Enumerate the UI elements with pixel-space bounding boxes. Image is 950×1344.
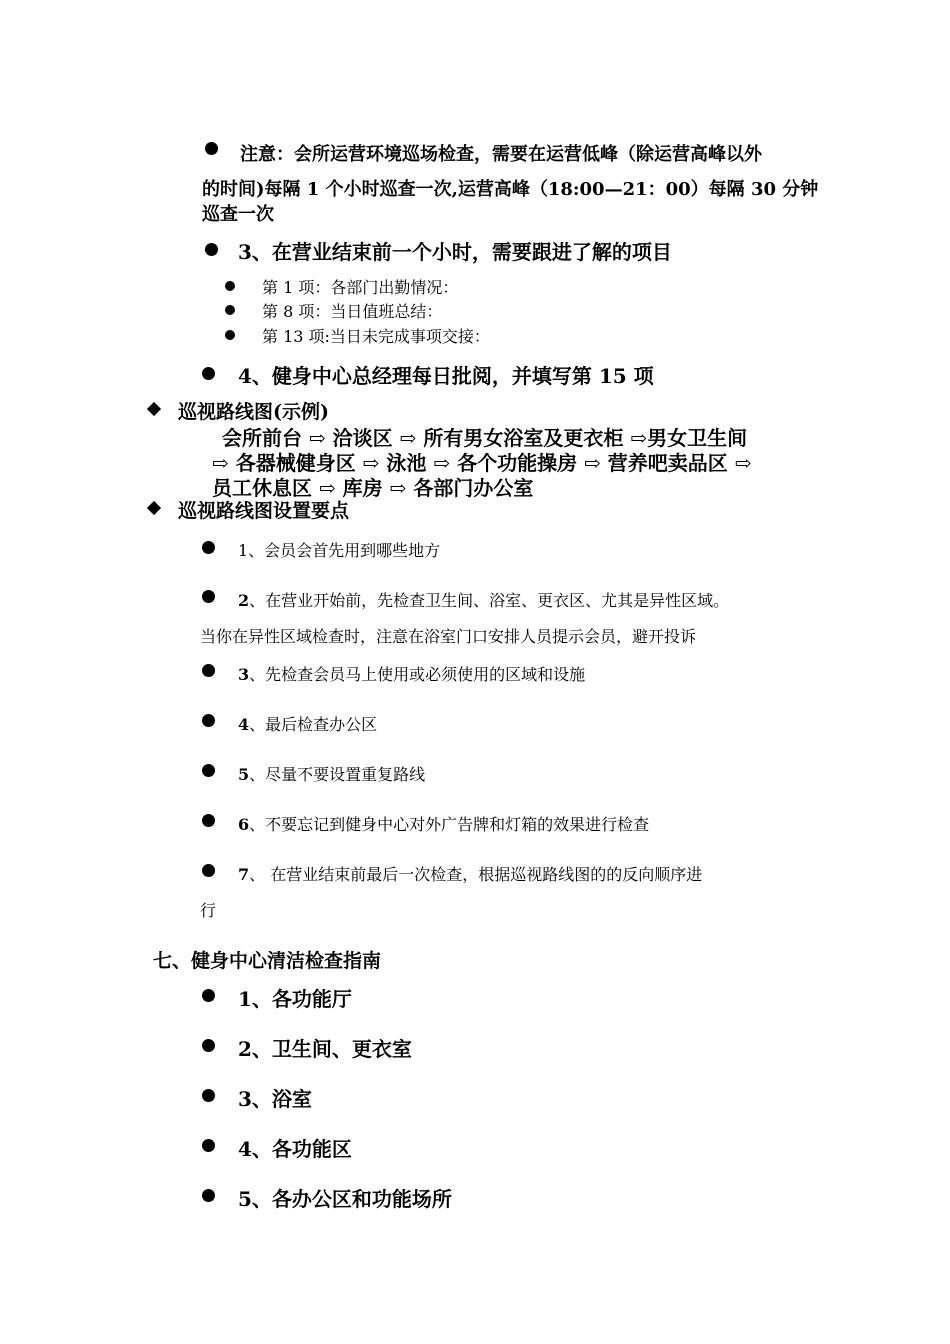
bullet-dot-icon — [202, 989, 215, 1002]
bullet-dot-icon — [202, 367, 215, 380]
route-line-3: 员工休息区 ⇨ 库房 ⇨ 各部门办公室 — [212, 476, 534, 500]
bullet-dot-icon — [202, 541, 215, 554]
point-num: 7 — [238, 865, 250, 884]
bullet-dot-icon — [202, 814, 215, 827]
note-line-3: 巡查一次 — [202, 204, 274, 225]
point-text: 、不要忘记到健身中心对外广告牌和灯箱的效果进行检查 — [249, 815, 650, 834]
bullet-dot-icon — [202, 1139, 215, 1152]
item3-subitem: 第 1 项：各部门出勤情况： — [262, 278, 459, 297]
points-title: 巡视路线图设置要点 — [178, 500, 350, 522]
point-num: 4 — [238, 715, 250, 734]
bullet-dot-icon — [202, 764, 215, 777]
point-item — [238, 662, 585, 685]
diamond-bullet-icon — [147, 501, 161, 515]
point-num: 3 — [238, 665, 250, 684]
item3-subitem: 第 13 项:当日未完成事项交接： — [262, 327, 490, 346]
sub-bullet-icon — [225, 305, 235, 315]
point-item — [238, 862, 702, 885]
route-line-2: ⇨ 各器械健身区 ⇨ 泳池 ⇨ 各个功能操房 ⇨ 营养吧卖品区 ⇨ — [212, 451, 752, 475]
point-text: 、先检查会员马上使用或必须使用的区域和设施 — [249, 665, 586, 684]
section7-item: 5、各办公区和功能场所 — [238, 1187, 452, 1211]
note-line-1: 注意：会所运营环境巡场检查，需要在运营低峰（除运营高峰以外 — [240, 144, 762, 165]
point-cont: 行 — [200, 901, 217, 920]
bullet-dot-icon — [202, 1189, 215, 1202]
sub-bullet-icon — [225, 281, 235, 291]
route-line-1: 会所前台 ⇨ 洽谈区 ⇨ 所有男女浴室及更衣柜 ⇨男女卫生间 — [222, 426, 748, 450]
bullet-dot-icon — [202, 714, 215, 727]
point-cont: 当你在异性区域检查时，注意在浴室门口安排人员提示会员，避开投诉 — [200, 627, 697, 646]
section7-item: 1、各功能厅 — [238, 987, 352, 1011]
note-line-2: 的时间)每隔 1 个小时巡查一次,运营高峰（18:00—21：00）每隔 30 分钟 — [202, 179, 819, 200]
section7-title: 七、健身中心清洁检查指南 — [153, 950, 382, 972]
diamond-bullet-icon — [147, 402, 161, 416]
section7-item: 2、卫生间、更衣室 — [238, 1037, 412, 1061]
bullet-dot-icon — [202, 864, 215, 877]
section7-item: 3、浴室 — [238, 1087, 312, 1111]
point-text: 、 在营业结束前最后一次检查，根据巡视路线图的的反向顺序进 — [249, 865, 703, 884]
point-text: 、最后检查办公区 — [249, 715, 378, 734]
bullet-dot-icon — [202, 590, 215, 603]
point-text: 1、会员会首先用到哪些地方 — [238, 541, 441, 560]
item3-heading: 3、在营业结束前一个小时，需要跟进了解的项目 — [238, 240, 672, 264]
bullet-dot-icon — [205, 243, 218, 256]
point-item — [238, 762, 425, 785]
point-text: 、尽量不要设置重复路线 — [249, 765, 426, 784]
bullet-dot-icon — [202, 664, 215, 677]
bullet-dot-icon — [202, 1039, 215, 1052]
point-item — [238, 812, 649, 835]
section7-item: 4、各功能区 — [238, 1137, 352, 1161]
point-item — [238, 712, 377, 735]
sub-bullet-icon — [225, 330, 235, 340]
point-num: 2 — [238, 591, 250, 610]
point-num: 6 — [238, 815, 250, 834]
item4-heading: 4、健身中心总经理每日批阅，并填写第 15 项 — [238, 364, 654, 388]
bullet-dot-icon — [202, 1089, 215, 1102]
point-num: 5 — [238, 765, 250, 784]
route-title: 巡视路线图(示例) — [178, 401, 329, 423]
point-text: 、在营业开始前，先检查卫生间、浴室、更衣区、尤其是异性区域。 — [249, 591, 730, 610]
point-item — [238, 588, 729, 611]
item3-subitem: 第 8 项：当日值班总结： — [262, 302, 443, 321]
bullet-dot-icon — [205, 142, 218, 155]
